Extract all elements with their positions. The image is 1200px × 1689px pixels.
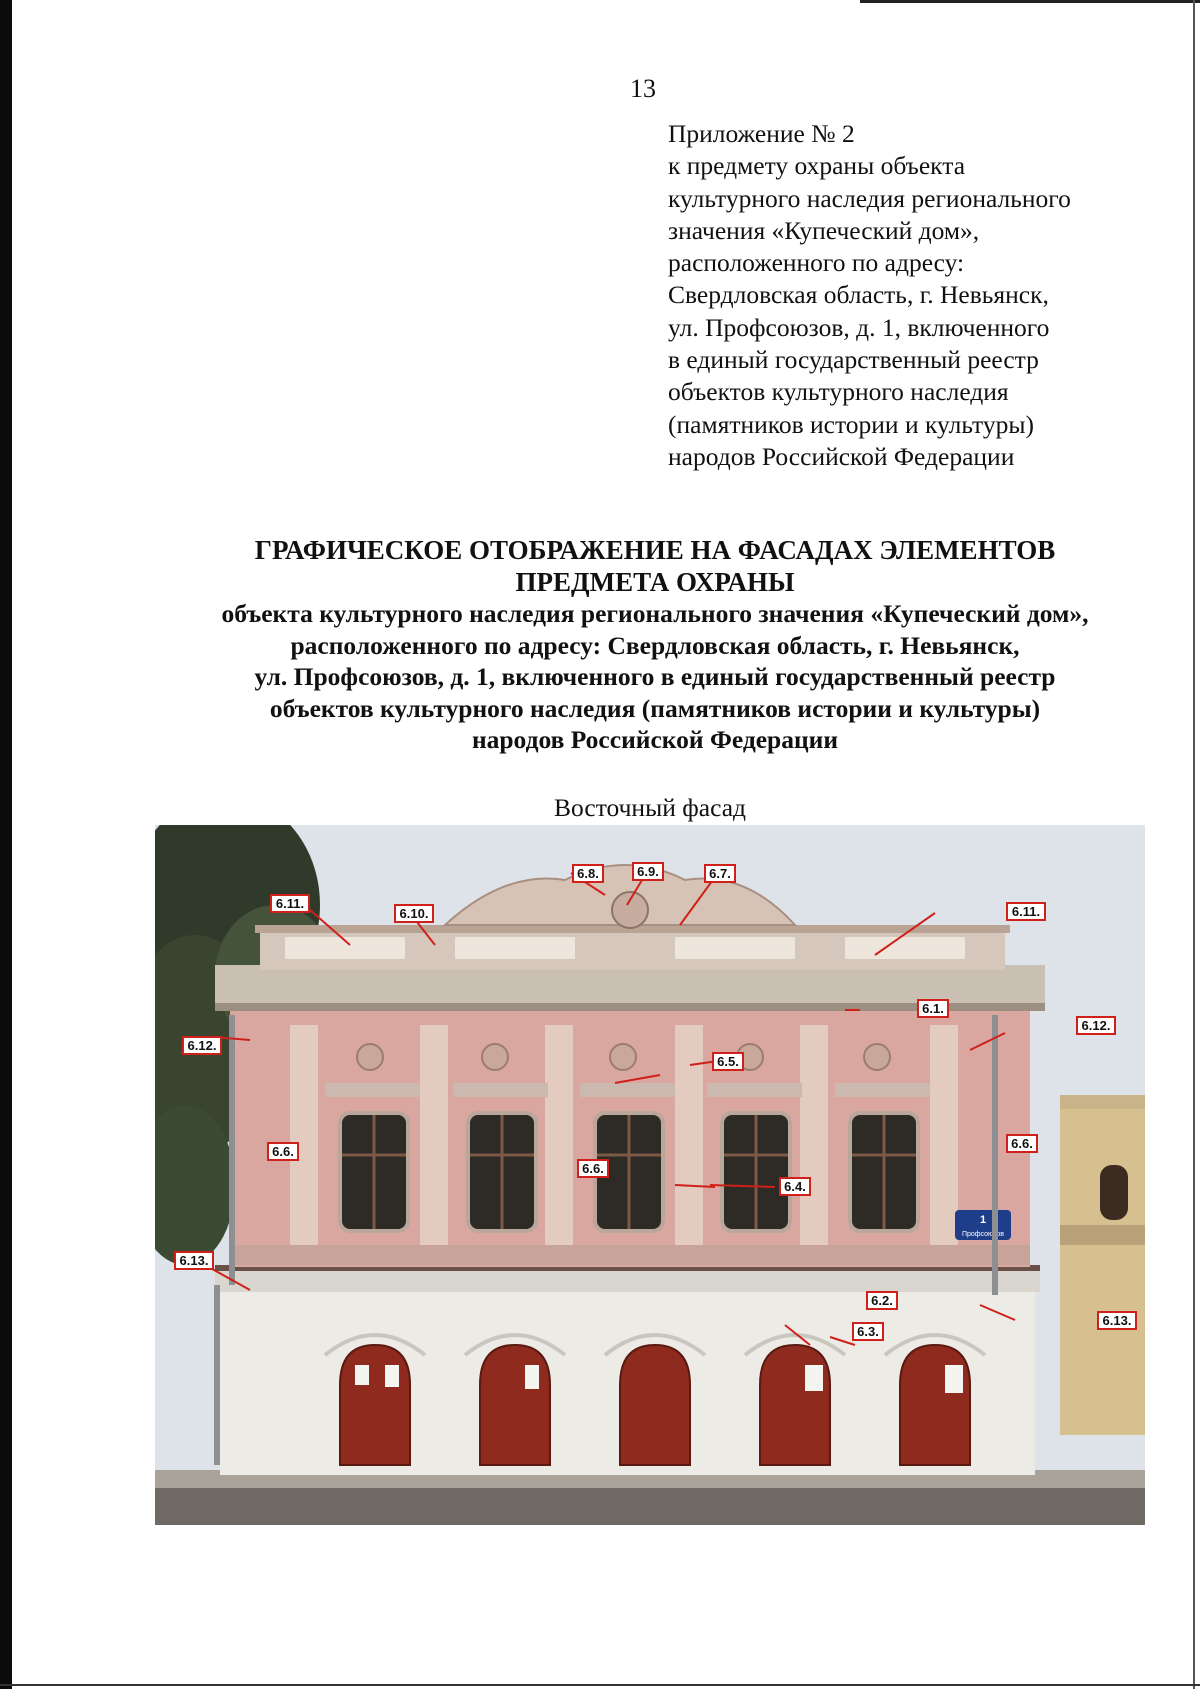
- appendix-line: в единый государственный реестр: [668, 345, 1039, 375]
- label-6-4: [780, 1178, 810, 1195]
- label-6-8: [573, 865, 603, 882]
- title-sub-line: объектов культурного наследия (памятников истории и культуры): [269, 693, 1041, 723]
- label-6-6-right: [1007, 1135, 1037, 1152]
- title-heading-line: ГРАФИЧЕСКОЕ ОТОБРАЖЕНИЕ НА ФАСАДАХ ЭЛЕМЕНТОВ: [254, 535, 1056, 565]
- appendix-line: (памятников истории и культуры): [668, 409, 1034, 439]
- scan-edge-top: [860, 0, 1200, 3]
- label-6-1: [918, 1000, 948, 1017]
- label-6-3-text: 6.3.: [857, 1324, 879, 1339]
- appendix-line: Приложение № 2: [668, 119, 855, 148]
- label-6-13-left-text: 6.13.: [179, 1253, 209, 1268]
- label-6-11-left-text: 6.11.: [275, 896, 305, 911]
- title-sub-line: ул. Профсоюзов, д. 1, включенного в единый государственный реестр: [254, 662, 1056, 691]
- scan-edge-bottom: [0, 1684, 1200, 1686]
- ground-floor: [215, 1265, 1040, 1475]
- appendix-line: значения «Купеческий дом»,: [668, 215, 980, 245]
- label-6-4-text: 6.4.: [784, 1179, 806, 1194]
- appendix-line: расположенного по адресу:: [668, 248, 965, 278]
- label-6-10-text: 6.10.: [399, 906, 429, 921]
- scan-edge-right: [1193, 0, 1195, 1689]
- street-sign: [955, 1210, 1011, 1240]
- label-6-6-center-text: 6.6.: [582, 1161, 604, 1176]
- label-6-12-right: [1077, 1017, 1115, 1034]
- label-6-10: [395, 905, 433, 922]
- appendix-line: народов Российской Федерации: [668, 441, 1015, 471]
- street-sign-number: 1: [979, 1214, 987, 1226]
- label-6-8-text: 6.8.: [577, 866, 599, 881]
- label-6-5: [713, 1053, 743, 1070]
- label-6-13-right: [1098, 1312, 1136, 1329]
- label-6-12-right-text: 6.12.: [1081, 1018, 1111, 1033]
- label-6-9-text: 6.9.: [637, 864, 659, 879]
- title-sub-line: расположенного по адресу: Свердловская область, г. Невьянск,: [290, 630, 1020, 660]
- title-sub-line: объекта культурного наследия регионального значения «Купеческий дом»,: [221, 599, 1089, 628]
- label-6-5-text: 6.5.: [717, 1054, 739, 1069]
- label-6-2-text: 6.2.: [871, 1293, 893, 1308]
- appendix-note: [668, 118, 1148, 473]
- label-6-12-left-text: 6.12.: [187, 1038, 217, 1053]
- scan-edge-left: [0, 0, 12, 1689]
- label-6-12-left: [183, 1037, 221, 1054]
- title-sub-line: народов Российской Федерации: [471, 725, 839, 754]
- appendix-line: к предмету охраны объекта: [668, 151, 966, 181]
- label-6-6-right-text: 6.6.: [1011, 1136, 1033, 1151]
- appendix-line: ул. Профсоюзов, д. 1, включенного: [668, 312, 1050, 342]
- label-6-13-left: [175, 1252, 213, 1269]
- appendix-line: культурного наследия регионального: [668, 183, 1071, 213]
- label-6-11-right: [1007, 903, 1045, 920]
- neighbour-building: [1060, 1095, 1145, 1435]
- label-6-1-text: 6.1.: [922, 1001, 944, 1016]
- label-6-13-right-text: 6.13.: [1102, 1313, 1132, 1328]
- facade-photo: [155, 825, 1145, 1525]
- label-6-7-text: 6.7.: [709, 866, 731, 881]
- label-6-6-left: [268, 1143, 298, 1160]
- label-6-3: [853, 1323, 883, 1340]
- facade-caption: Восточный фасад: [554, 793, 746, 822]
- title-heading-line: ПРЕДМЕТА ОХРАНЫ: [515, 567, 795, 597]
- appendix-line: Свердловская область, г. Невьянск,: [668, 280, 1049, 310]
- document-title: [140, 534, 1170, 756]
- label-6-2: [867, 1292, 897, 1309]
- label-6-11-left: [271, 895, 309, 912]
- label-6-11-right-text: 6.11.: [1011, 904, 1041, 919]
- label-6-6-left-text: 6.6.: [272, 1144, 294, 1159]
- label-6-6-center: [578, 1160, 608, 1177]
- label-6-7: [705, 865, 735, 882]
- road: [155, 1485, 1145, 1525]
- appendix-line: объектов культурного наследия: [668, 377, 1009, 407]
- street-sign-street: Профсоюзов: [961, 1231, 1005, 1238]
- page-number: 13: [630, 74, 656, 103]
- label-6-9: [633, 863, 663, 880]
